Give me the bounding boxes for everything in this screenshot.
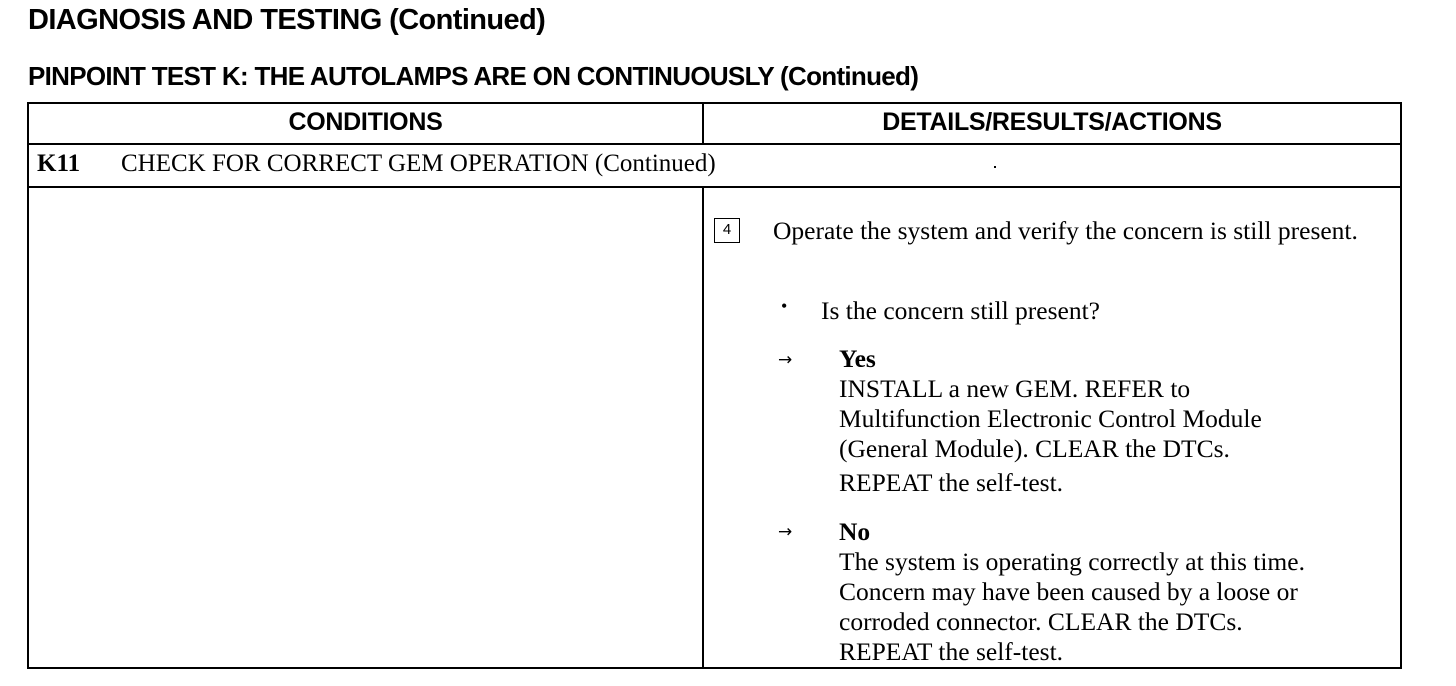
answer-no-line: corroded connector. CLEAR the DTCs. <box>839 607 1243 636</box>
answer-yes-line: (General Module). CLEAR the DTCs. <box>839 434 1230 463</box>
step-row <box>37 150 716 178</box>
answer-no-line: The system is operating correctly at this time. <box>839 547 1305 576</box>
step-title: CHECK FOR CORRECT GEM OPERATION (Continued) <box>121 150 716 177</box>
substep-instruction: Operate the system and verify the concern is still present. <box>773 216 1358 245</box>
answer-yes <box>839 344 1399 498</box>
column-header-details: DETAILS/RESULTS/ACTIONS <box>882 108 1222 136</box>
column-header-conditions: CONDITIONS <box>288 108 443 136</box>
answer-no-label: No <box>839 517 871 546</box>
answer-no-line: REPEAT the self-test. <box>839 637 1064 666</box>
substep-question: Is the concern still present? <box>821 296 1100 325</box>
arrow-right-icon: → <box>778 522 793 542</box>
step-row-divider <box>29 186 1400 188</box>
pinpoint-test-table <box>27 102 1402 669</box>
scan-speck <box>994 166 996 168</box>
arrow-right-icon: → <box>778 350 793 370</box>
answer-yes-label: Yes <box>839 344 876 373</box>
header-column-divider <box>702 104 704 144</box>
body-column-divider <box>702 187 704 667</box>
answer-yes-line: REPEAT the self-test. <box>839 468 1064 497</box>
bullet-icon: • <box>781 296 788 316</box>
answer-yes-line: INSTALL a new GEM. REFER to <box>839 374 1191 403</box>
header-row-divider <box>29 143 1400 145</box>
answer-yes-line: Multifunction Electronic Control Module <box>839 404 1262 433</box>
substep-number-box: 4 <box>714 218 740 243</box>
page-title: DIAGNOSIS AND TESTING (Continued) <box>28 4 546 36</box>
answer-no <box>839 517 1399 667</box>
section-subtitle: PINPOINT TEST K: THE AUTOLAMPS ARE ON CONTINUOUSLY (Continued) <box>28 61 919 91</box>
answer-no-line: Concern may have been caused by a loose or <box>839 577 1298 606</box>
step-id: K11 <box>37 150 81 177</box>
